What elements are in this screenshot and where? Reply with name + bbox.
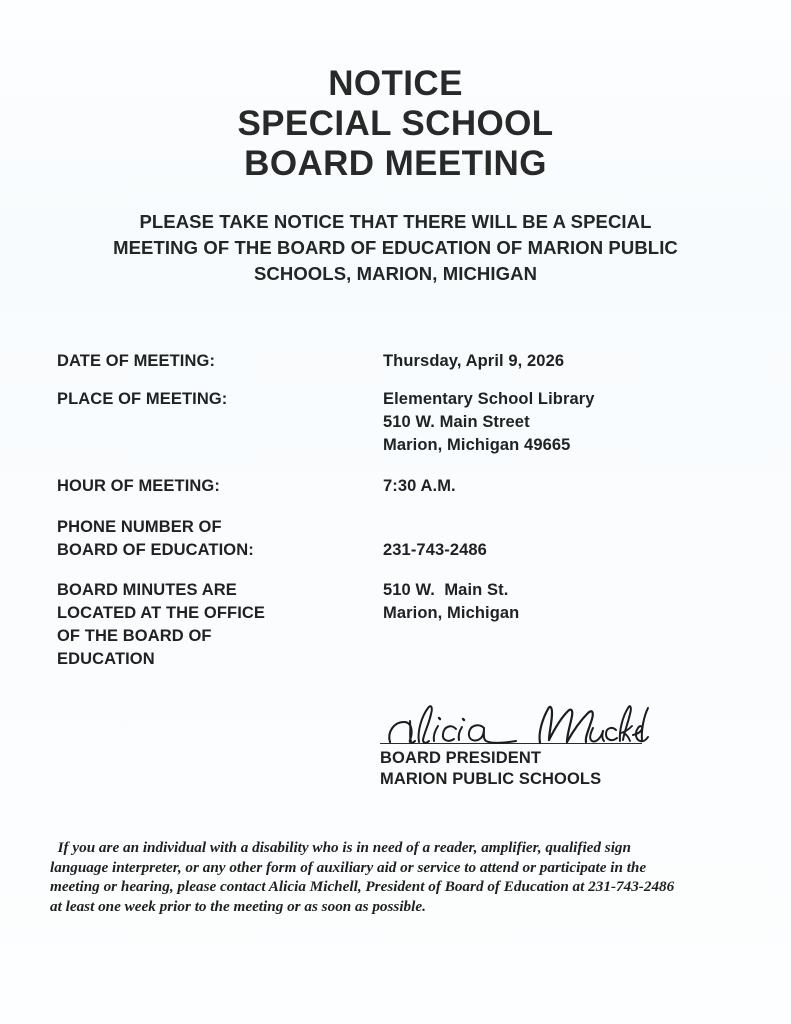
title-line-1: NOTICE bbox=[328, 64, 463, 103]
detail-value-board-minutes bbox=[383, 579, 747, 625]
detail-label-place bbox=[57, 388, 383, 411]
detail-label-line: PHONE NUMBER OF bbox=[57, 518, 222, 536]
detail-value-line: 510 W. Main Street bbox=[383, 413, 530, 431]
meeting-details bbox=[57, 350, 747, 671]
detail-value-line: Elementary School Library bbox=[383, 390, 595, 408]
disclaimer-line: at least one week prior to the meeting or as soon as possible. bbox=[50, 897, 426, 915]
detail-label-line: BOARD MINUTES ARE bbox=[57, 581, 237, 599]
notice-paragraph bbox=[48, 209, 743, 287]
detail-label-line: OF THE BOARD OF bbox=[57, 627, 212, 645]
signature-block bbox=[380, 702, 710, 790]
detail-label-line: PLACE OF MEETING: bbox=[57, 390, 228, 408]
disclaimer-line: If you are an individual with a disability who is in need of a reader, amplifier, qualified sign bbox=[50, 839, 631, 856]
notice-line-2: MEETING OF THE BOARD OF EDUCATION OF MARION PUBLIC bbox=[113, 237, 678, 258]
detail-label-line: BOARD OF EDUCATION: bbox=[57, 541, 254, 559]
detail-value-line: 231-743-2486 bbox=[383, 541, 487, 559]
detail-label-board-minutes bbox=[57, 579, 383, 671]
notice-line-1: PLEASE TAKE NOTICE THAT THERE WILL BE A SPECIAL bbox=[139, 211, 652, 232]
disclaimer-line: meeting or hearing, please contact Alicia Michell, President of Board of Education at 231-743-2486 bbox=[50, 878, 675, 895]
detail-value-date bbox=[383, 350, 747, 373]
detail-value-line: 7:30 A.M. bbox=[383, 477, 456, 495]
title-line-2: SPECIAL SCHOOL bbox=[237, 104, 554, 143]
detail-value-line: Thursday, April 9, 2026 bbox=[383, 352, 565, 370]
detail-value-phone bbox=[383, 516, 747, 562]
detail-label-phone bbox=[57, 516, 383, 562]
detail-label-date bbox=[57, 350, 383, 373]
detail-value-line: Marion, Michigan bbox=[383, 604, 520, 622]
notice-line-3: SCHOOLS, MARION, MICHIGAN bbox=[253, 263, 538, 284]
signature-caption bbox=[380, 748, 710, 790]
detail-row-date bbox=[57, 350, 747, 373]
signature-caption-line-1: BOARD PRESIDENT bbox=[380, 749, 542, 767]
detail-label-line: LOCATED AT THE OFFICE bbox=[57, 604, 266, 622]
signature-caption-line-2: MARION PUBLIC SCHOOLS bbox=[380, 770, 602, 788]
detail-label-hour bbox=[57, 475, 383, 498]
detail-label-line: DATE OF MEETING: bbox=[57, 352, 216, 370]
detail-row-place bbox=[57, 388, 747, 457]
detail-row-board-minutes bbox=[57, 579, 747, 671]
document-title bbox=[0, 64, 791, 184]
detail-row-phone bbox=[57, 516, 747, 562]
detail-value-place bbox=[383, 388, 747, 457]
title-line-3: BOARD MEETING bbox=[244, 144, 547, 183]
detail-value-line: 510 W. Main St. bbox=[383, 581, 509, 599]
disclaimer-line: language interpreter, or any other form of auxiliary aid or service to attend or participate in the bbox=[50, 858, 647, 876]
handwritten-signature-icon bbox=[380, 702, 650, 746]
detail-value-line: Marion, Michigan 49665 bbox=[383, 436, 571, 454]
detail-label-line: EDUCATION bbox=[57, 650, 155, 668]
detail-row-hour bbox=[57, 475, 747, 498]
accessibility-disclaimer bbox=[50, 838, 750, 916]
detail-label-line: HOUR OF MEETING: bbox=[57, 477, 220, 495]
detail-value-hour bbox=[383, 475, 747, 498]
